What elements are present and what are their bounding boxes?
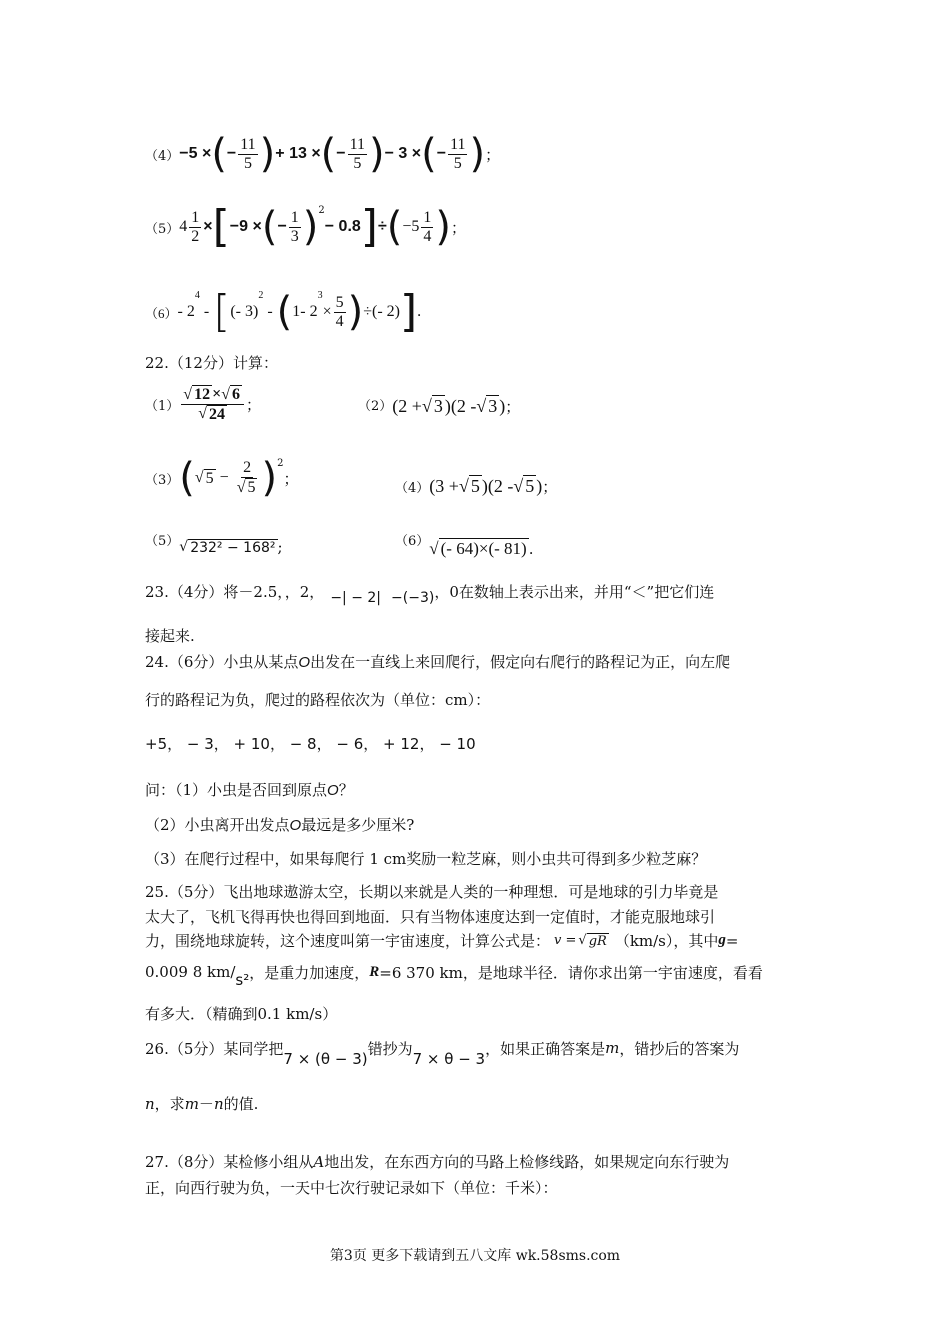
bracket: ]	[360, 201, 378, 252]
minus: -	[263, 303, 277, 320]
denominator: 4	[423, 227, 432, 245]
term: )(2 -	[481, 475, 514, 496]
term: )	[536, 475, 543, 496]
term: )(2 -	[444, 395, 477, 416]
radicand: 232² − 168²	[190, 539, 276, 556]
text: ，0在数轴上表示出来，并用“＜”把它们连	[434, 582, 715, 601]
q24-line2: 行的路程记为负，爬过的路程依次为（单位：cm）：	[145, 691, 491, 709]
term: (3 +	[429, 475, 459, 496]
problem-21-5: （5） 4 $\frac{1}{2}$ × [ −9 × ( − $\frac{1}{3}$ ) $^2$ − 0.8 ] ÷ ( −5 $\frac{1}{4}$ ) ；	[145, 201, 467, 252]
denominator: 4	[335, 312, 344, 330]
text: 24.（6分）小虫从某点	[145, 653, 299, 671]
q25-line5: 有多大．（精确到0.1 km/s）	[145, 1005, 338, 1023]
text: 最远是多少厘米?	[301, 816, 415, 834]
paren: )	[369, 131, 385, 177]
term: - 2	[177, 303, 195, 320]
radicand: 3	[433, 396, 443, 416]
point-label: A	[313, 1153, 325, 1171]
paren: )	[259, 131, 276, 177]
math-expression: −(−3)	[391, 590, 435, 606]
text: 力，围绕地球旋转，这个速度叫第一宇宙速度，计算公式是：	[145, 932, 551, 950]
point-label: O	[298, 654, 311, 671]
denominator: 3	[290, 227, 299, 245]
q25-line3: 力，围绕地球旋转，这个速度叫第一宇宙速度，计算公式是： v = √ gR （km/s），其中 g =	[145, 931, 739, 950]
text: 23.（4分）将－2.5，，2，	[145, 582, 325, 601]
term: ÷(- 2)	[363, 303, 400, 320]
text: =	[725, 931, 739, 950]
formula: v =	[554, 933, 577, 948]
numerator: 2	[243, 459, 252, 477]
q22-3: （3） ( √ 5 − 2 √ 5 ) $^2$ ；	[145, 455, 299, 501]
paren: (	[320, 131, 337, 177]
radicand: 5	[247, 479, 256, 496]
term: −5	[402, 218, 420, 235]
bracket: [	[213, 286, 231, 337]
q27-line2: 正，向西行驶为负，一天中七次行驶记录如下（单位：千米）：	[145, 1179, 558, 1197]
radicand: 24	[209, 405, 226, 423]
numerator: 1	[290, 208, 299, 226]
text: ？	[338, 781, 354, 799]
text: （km/s），其中	[614, 932, 719, 950]
paren: (	[261, 204, 278, 250]
paren: )	[435, 204, 451, 250]
term: −9 ×	[229, 218, 262, 235]
end-mark: ；	[505, 397, 521, 416]
label: （3）	[145, 472, 180, 488]
text: =6 370 km，是地球半径．请你求出第一宇宙速度，看看	[379, 963, 763, 982]
term: − 0.8	[324, 218, 361, 235]
term: 1- 2	[292, 303, 318, 320]
problem-21-6	[145, 286, 422, 337]
end-mark: ；	[485, 145, 501, 164]
bracket: ]	[400, 286, 418, 337]
exponent: 4	[194, 290, 200, 301]
point-label: O	[327, 782, 339, 799]
text: 27.（8分）某检修小组从	[145, 1153, 314, 1171]
minus: −	[336, 145, 346, 162]
paren: (	[386, 204, 403, 250]
numerator: 1	[423, 208, 432, 226]
variable: m	[184, 1095, 199, 1113]
end-mark: .	[528, 539, 534, 558]
paren: (	[276, 289, 293, 335]
end-mark: ；	[542, 477, 558, 496]
unit: s²	[235, 971, 250, 989]
end-mark: ；	[245, 395, 261, 414]
variable: g	[718, 932, 726, 948]
q23-line1	[145, 576, 714, 606]
minus: −	[226, 145, 237, 162]
paren: )	[261, 455, 278, 501]
paren: (	[421, 131, 437, 177]
text: ，如果正确答案是	[485, 1039, 606, 1058]
exponent: 2	[318, 205, 325, 216]
radicand: 5	[525, 476, 535, 496]
math-expression: 7 × θ − 3	[412, 1050, 486, 1068]
text: （2）小虫离开出发点	[145, 816, 290, 834]
label: （4）	[395, 480, 430, 496]
radicand: 5	[205, 469, 214, 487]
q22-1: （1） √ 12 ×√ 6 √ 24 ；	[145, 385, 261, 423]
end-mark: ;	[277, 538, 283, 556]
text: 的值.	[223, 1095, 259, 1113]
q26-line1	[145, 1028, 739, 1068]
denominator: 5	[243, 154, 252, 172]
text: ，是重力加速度，	[249, 963, 370, 982]
q22-6: （6） √ (- 64)×(- 81) .	[395, 530, 533, 559]
q25-line4	[145, 955, 763, 989]
q26-line2	[145, 1093, 258, 1114]
q22-4: （4） (3 + √ 5 )(2 - √ 5 ) ；	[395, 475, 558, 496]
divide: ÷	[377, 218, 387, 235]
radicand: 6	[231, 386, 240, 403]
end-mark: ；	[451, 218, 467, 237]
paren: )	[347, 289, 364, 335]
paren: (	[179, 455, 195, 501]
term: )	[499, 395, 506, 416]
denominator: 5	[453, 154, 462, 172]
q25-line1: 25.（5分）飞出地球遨游太空，长期以来就是人类的一种理想．可是地球的引力毕竟是	[145, 883, 719, 901]
label: （4）	[145, 148, 180, 164]
radicand: gR	[588, 933, 607, 949]
term: (- 3)	[230, 303, 259, 320]
numerator: 1	[191, 208, 200, 226]
text: 26.（5分）某同学把	[145, 1039, 284, 1058]
problem-21-4	[145, 131, 501, 177]
minus: −	[219, 469, 229, 486]
denominator: 5	[353, 154, 362, 172]
q22-2: （2） (2 + √ 3 )(2 - √ 3 ) ；	[358, 395, 521, 416]
text: 地出发，在东西方向的马路上检修线路，如果规定向东行驶为	[324, 1153, 730, 1171]
times: ×	[203, 218, 213, 235]
label: （6）	[395, 534, 430, 549]
numerator: 11	[240, 135, 256, 153]
variable: n	[145, 1095, 155, 1113]
variable: m	[605, 1039, 620, 1057]
exponent: 2	[258, 290, 264, 301]
times: ×	[212, 385, 222, 403]
q24-q1	[145, 779, 354, 800]
exponent: 2	[277, 458, 284, 469]
q22-title: 22.（12分）计算：	[145, 354, 278, 372]
minus: -	[199, 303, 214, 320]
label: （5）	[145, 221, 180, 237]
radicand: 3	[488, 396, 498, 416]
minus: −	[436, 145, 447, 162]
whole: 4	[179, 218, 188, 235]
exponent: 3	[317, 290, 323, 301]
radicand: (- 64)×(- 81)	[440, 539, 527, 558]
paren: (	[211, 131, 227, 177]
times: ×	[322, 303, 332, 320]
text: ，错抄后的答案为	[619, 1039, 740, 1058]
term: + 13 ×	[275, 145, 321, 162]
q22-5: （5） √ 232² − 168² ;	[145, 530, 283, 556]
label: （2）	[358, 399, 393, 414]
term: − 3 ×	[384, 145, 422, 162]
label: （6）	[145, 305, 178, 321]
end-mark: .	[417, 303, 422, 320]
text: 0.009 8 km/	[145, 963, 236, 981]
paren: )	[469, 131, 486, 177]
text: 问：（1）小虫是否回到原点	[145, 781, 328, 799]
math-expression: 7 × (θ − 3)	[283, 1050, 368, 1068]
variable: R	[369, 963, 380, 980]
q24-q2	[145, 814, 414, 835]
bracket: [	[212, 201, 230, 252]
numerator: 11	[450, 135, 466, 153]
point-label: O	[289, 817, 302, 834]
label: （5）	[145, 534, 180, 549]
text: 错抄为	[367, 1039, 413, 1058]
q24-q3: （3）在爬行过程中，如果每爬行 1 cm奖励一粒芝麻，则小虫共可得到多少粒芝麻？	[145, 850, 707, 868]
q24-sequence: +5， − 3， + 10， − 8， − 6， + 12， − 10	[145, 735, 476, 753]
term: (2 +	[392, 395, 422, 416]
page-footer: 第3页 更多下载请到五八文库 wk.58sms.com	[329, 1248, 621, 1264]
radicand: 5	[470, 476, 480, 496]
radicand: 12	[194, 386, 211, 403]
denominator: 2	[191, 227, 200, 245]
numerator: 11	[349, 135, 366, 153]
numerator: 5	[335, 293, 344, 311]
label: （1）	[145, 398, 180, 414]
math-expression: −| − 2|	[330, 590, 382, 606]
text: ，求	[154, 1095, 185, 1113]
variable: n	[213, 1095, 224, 1113]
q27-line1	[145, 1151, 729, 1172]
q24-line1	[145, 651, 730, 672]
q25-line2: 太大了，飞机飞得再快也得回到地面．只有当物体速度达到一定值时，才能克服地球引	[145, 908, 716, 926]
term: −5 ×	[179, 145, 212, 162]
paren: )	[302, 204, 319, 250]
text: －	[198, 1095, 214, 1113]
q23-line2: 接起来.	[145, 627, 195, 645]
end-mark: ；	[283, 469, 299, 488]
text: 出发在一直线上来回爬行，假定向右爬行的路程记为正，向左爬	[310, 653, 731, 671]
